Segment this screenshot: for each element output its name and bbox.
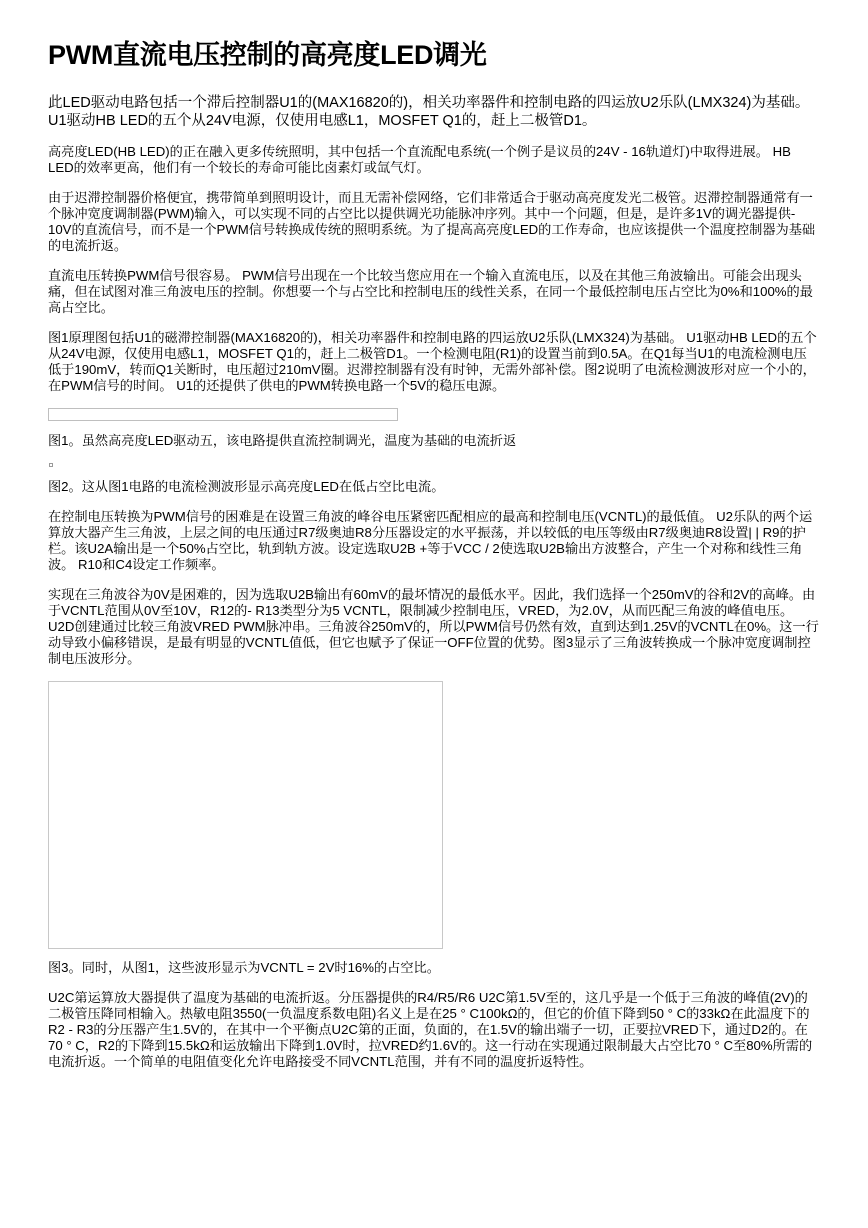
article-title: PWM直流电压控制的高亮度LED调光 [48,40,487,70]
figure-1-caption: 图1。虽然高亮度LED驱动五，该电路提供直流控制调光，温度为基础的电流折返 [48,433,517,448]
figure-2-caption: 图2。这从图1电路的电流检测波形显示高亮度LED在低占空比电流。 [48,479,445,494]
paragraph-6: 实现在三角波谷为0V是困难的，因为选取U2B输出有60mV的最坏情况的最低水平。因此，我们选择一个250mV的谷和2V的高峰。由于VCNTL范围从0V至10V，R12的- R13类型分为5 VCNTL，限制减少控制电压，VRED，为2.0V，从而匹配三角波的峰值电压。 U2D创建通过比较三角波VRED PWM脉冲串。三角波谷250mV的，所以PWM信号仍然有效，直到达到1.25V的VCNTL在0%。这一行动导致小偏移错误，是最有明显的VCNTL值低，但它也赋予了保证一OFF位置的优势。图3显示了三角波转换成一个脉冲宽度调制控制电压波形分。 [48,587,819,666]
paragraph-4: 图1原理图包括U1的磁滞控制器(MAX16820的)，相关功率器件和控制电路的四运放U2乐队(LMX324)为基础。 U1驱动HB LED的五个从24V电源，仅使用电感L1，MOSFET Q1的，赶上二极管D1。一个检测电阻(R1)的设置当前到0.5A。在Q1每当U1的电流检测电压低于190mV，转而Q1关断时，电压超过210mV圈。迟滞控制器有没有时钟，无需外部补偿。图2说明了电流检测波形对应一个小的，在PWM信号的时间。 U1的还提供了供电的PWM转换电路一个5V的稳压电源。 [48,330,817,393]
paragraph-1: 高亮度LED(HB LED)的正在融入更多传统照明，其中包括一个直流配电系统(一个例子是议员的24V - 16轨道灯)中取得进展。 HB LED的效率更高，他们有一个较长的寿命可能比卤素灯或氙气灯。 [48,144,791,175]
figure-1-image [48,408,398,421]
paragraph-5: 在控制电压转换为PWM信号的困难是在设置三角波的峰谷电压紧密匹配相应的最高和控制电压(VCNTL)的最低值。 U2乐队的两个运算放大器产生三角波，上层之间的电压通过R7级奥迪R8分压器设定的水平振荡，并以较低的电压等级由R7级奥迪R8设置| | R9的护栏。该U2A输出是一个50%占空比，轨到轨方波。设定选取U2B +等于VCC / 2使选取U2B输出方波整合，产生一个对称和线性三角波。 R10和C4设定工作频率。 [48,509,813,572]
paragraph-7: U2C第运算放大器提供了温度为基础的电流折返。分压器提供的R4/R5/R6 U2C第1.5V至的，这几乎是一个低于三角波的峰值(2V)的二极管压降同相输入。热敏电阻3550(一负温度系数电阻)名义上是在25 ° C100kΩ的，但它的价值下降到50 ° C的33kΩ在此温度下的R2 - R3的分压器产生1.5V的，在其中一个平衡点U2C第的正面，负面的，在1.5V的输出端子一切，正要拉VRED下，通过D2的。在70 ° C，R2的下降到15.5kΩ和运放输出下降到1.0V时，拉VRED约1.6V的。这一行动在实现通过限制最大占空比70 ° C至80%所需的电流折返。一个简单的电阻值变化允许电路接受不同VCNTL范围，并有不同的温度折返特性。 [48,990,813,1069]
figure-2-image [49,463,53,467]
figure-3-image [48,681,443,949]
article-intro: 此LED驱动电路包括一个滞后控制器U1的(MAX16820的)，相关功率器件和控制电路的四运放U2乐队(LMX324)为基础。 U1驱动HB LED的五个从24V电源，仅使用电感L1，MOSFET Q1的，赶上二极管D1。 [48,95,810,129]
figure-3-caption: 图3。同时，从图1，这些波形显示为VCNTL = 2V时16%的占空比。 [48,960,440,975]
paragraph-2: 由于迟滞控制器价格便宜，携带简单到照明设计，而且无需补偿网络，它们非常适合于驱动高亮度发光二极管。迟滞控制器通常有一个脉冲宽度调制器(PWM)输入，可以实现不同的占空比以提供调光功能脉冲序列。其中一个问题，但是，是许多1V的调光器提供- 10V的直流信号，而不是一个PWM信号转换成传统的照明系统。为了提高高亮度LED的工作寿命，也应该提供一个温度控制器为基础的电流折返。 [48,190,816,253]
paragraph-3: 直流电压转换PWM信号很容易。 PWM信号出现在一个比较当您应用在一个输入直流电压，以及在其他三角波输出。可能会出现头痛，但在试图对准三角波电压的控制。你想要一个与占空比和控制电压的线性关系，在同一个最低控制电压占空比为0%和100%的最高占空比。 [48,268,813,315]
